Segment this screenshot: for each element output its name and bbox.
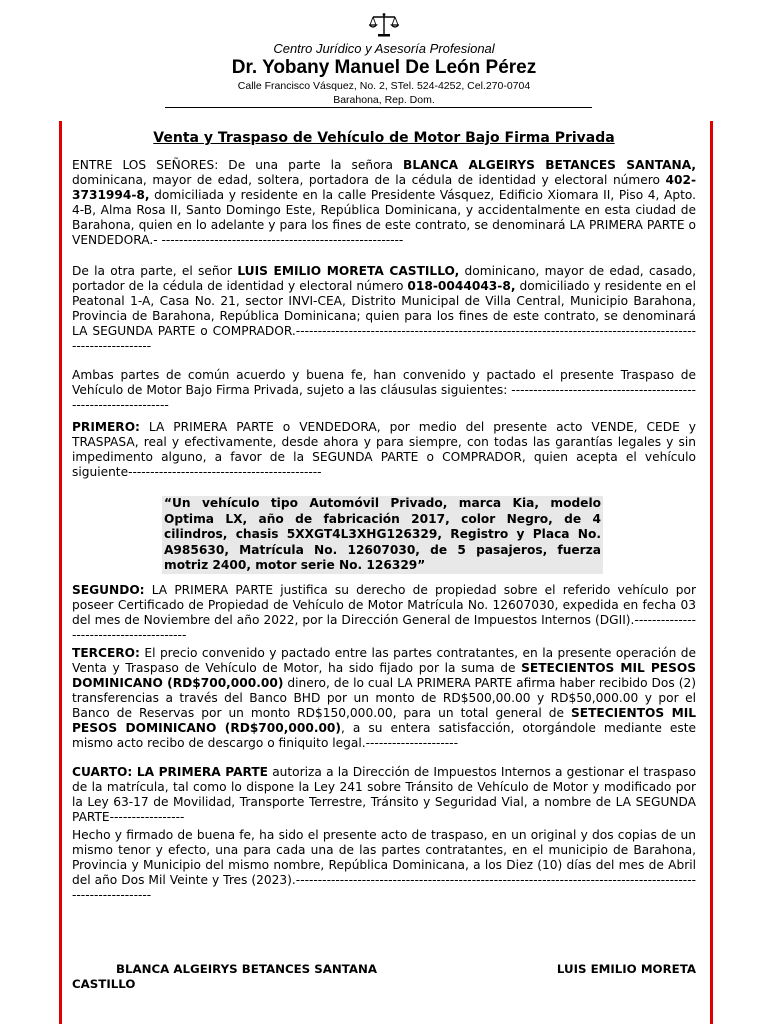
- header-divider: [165, 107, 592, 108]
- seller-signature-name: BLANCA ALGEIRYS BETANCES SANTANA: [116, 962, 378, 976]
- paragraph-closing: Hecho y firmado de buena fe, ha sido el presente acto de traspaso, en un original y dos copias de un mismo tenor y efecto, una para cada una de las partes contratantes, en el municipio de Barahona, Provincia y Municipio del mismo nombre, República Dominicana, a los Diez (10) días del mes de Abril del año Dos Mil Veinte y Tres (2023).-------------------------------------------------------------------------------------------------------------: [72, 828, 696, 902]
- clause-segundo: SEGUNDO: LA PRIMERA PARTE justifica su derecho de propiedad sobre el referido vehículo por poseer Certificado de Propiedad de Vehículo de Motor Matrícula No. 12607030, expedida en fecha 03 del mes de Noviembre del año 2022, por la Dirección General de Impuestos Internos (DGII).----------------------------------------: [72, 583, 696, 642]
- clause-primero: PRIMERO: LA PRIMERA PARTE o VENDEDORA, por medio del presente acto VENDE, CEDE y TRASPASA, real y efectivamente, desde ahora y para siempre, con todas las garantías legales y sin impedimento alguno, a favor de la SEGUNDA PARTE o COMPRADOR, quien acepta el vehículo siguiente--------------------------------------------: [72, 420, 696, 479]
- right-margin-line: [710, 121, 713, 1024]
- scales-of-justice-icon: [369, 12, 399, 38]
- address-line-2: Barahona, Rep. Dom.: [333, 94, 435, 106]
- left-margin-line: [59, 121, 62, 1024]
- paragraph-agreement: Ambas partes de común acuerdo y buena fe, han convenido y pactado el presente Traspaso de Vehículo de Motor Bajo Firma Privada, sujeto a las cláusulas siguientes: ----------------------------------------------------------------: [72, 368, 696, 412]
- address-line-1: Calle Francisco Vásquez, No. 2, STel. 524-4252, Cel.270-0704: [237, 80, 531, 92]
- paragraph-buyer: De la otra parte, el señor LUIS EMILIO MORETA CASTILLO, dominicano, mayor de edad, casado, portador de la cédula de identidad y electoral número 018-0044043-8, domiciliado y residente en el Peatonal 1-A, Casa No. 21, sector INVI-CEA, Distrito Municipal de Villa Central, Municipio Barahona, Provincia de Barahona, República Dominicana; quien para los fines de este contrato, se denominará LA SEGUNDA PARTE o COMPRADOR.-------------------------------------------------------------------------------------------------------------: [72, 264, 696, 353]
- buyer-signature-name: LUIS EMILIO MORETA: [556, 962, 696, 976]
- signature-block: [72, 962, 696, 992]
- paragraph-seller: ENTRE LOS SEÑORES: De una parte la señora BLANCA ALGEIRYS BETANCES SANTANA, dominicana, mayor de edad, soltera, portadora de la cédula de identidad y electoral número 402-3731994-8, domiciliada y residente en la calle Presidente Vásquez, Edificio Xiomara II, Piso 4, Apto. 4-B, Alma Rosa II, Santo Domingo Este, República Dominicana, y accidentalmente en esta ciudad de Barahona, quien en lo adelante y para los fines de este contrato, se denominará LA PRIMERA PARTE o VENDEDORA.- -------------------------------------------------------: [72, 158, 696, 247]
- clause-cuarto: CUARTO: LA PRIMERA PARTE autoriza a la Dirección de Impuestos Internos a gestionar el traspaso de la matrícula, tal como lo dispone la Ley 241 sobre Tránsito de Vehículo de Motor y modificado por la Ley 63-17 de Movilidad, Transporte Terrestre, Tránsito y Seguridad Vial, a nombre de LA SEGUNDA PARTE-----------------: [72, 765, 696, 824]
- lawyer-name: Dr. Yobany Manuel De León Pérez: [231, 57, 537, 78]
- organization-name: Centro Jurídico y Asesoría Profesional: [273, 41, 495, 56]
- document-title: Venta y Traspaso de Vehículo de Motor Bajo Firma Privada: [153, 130, 615, 146]
- letterhead: [0, 12, 768, 107]
- clause-tercero: TERCERO: El precio convenido y pactado entre las partes contratantes, en la presente operación de Venta y Traspaso de Vehículo de Motor, ha sido fijado por la suma de SETECIENTOS MIL PESOS DOMINICANO (RD$700,000.00) dinero, de lo cual LA PRIMERA PARTE afirma haber recibido Dos (2) transferencias a través del Banco BHD por un monto de RD$500,00.00 y RD$50,000.00 y por el Banco de Reservas por un monto RD$150,000.00, para un total general de SETECIENTOS MIL PESOS DOMINICANO (RD$700,000.00), a su entera satisfacción, otorgándole mediante este mismo acto recibo de descargo o finiquito legal.---------------------: [72, 646, 696, 750]
- buyer-signature-name-continued: CASTILLO: [72, 977, 136, 991]
- vehicle-description: “Un vehículo tipo Automóvil Privado, marca Kia, modelo Optima LX, año de fabricación 2017, color Negro, de 4 cilindros, chasis 5XXGT4L3XHG126329, Registro y Placa No. A985630, Matrícula No. 12607030, de 5 pasajeros, fuerza motriz 2400, motor serie No. 126329”: [164, 496, 601, 572]
